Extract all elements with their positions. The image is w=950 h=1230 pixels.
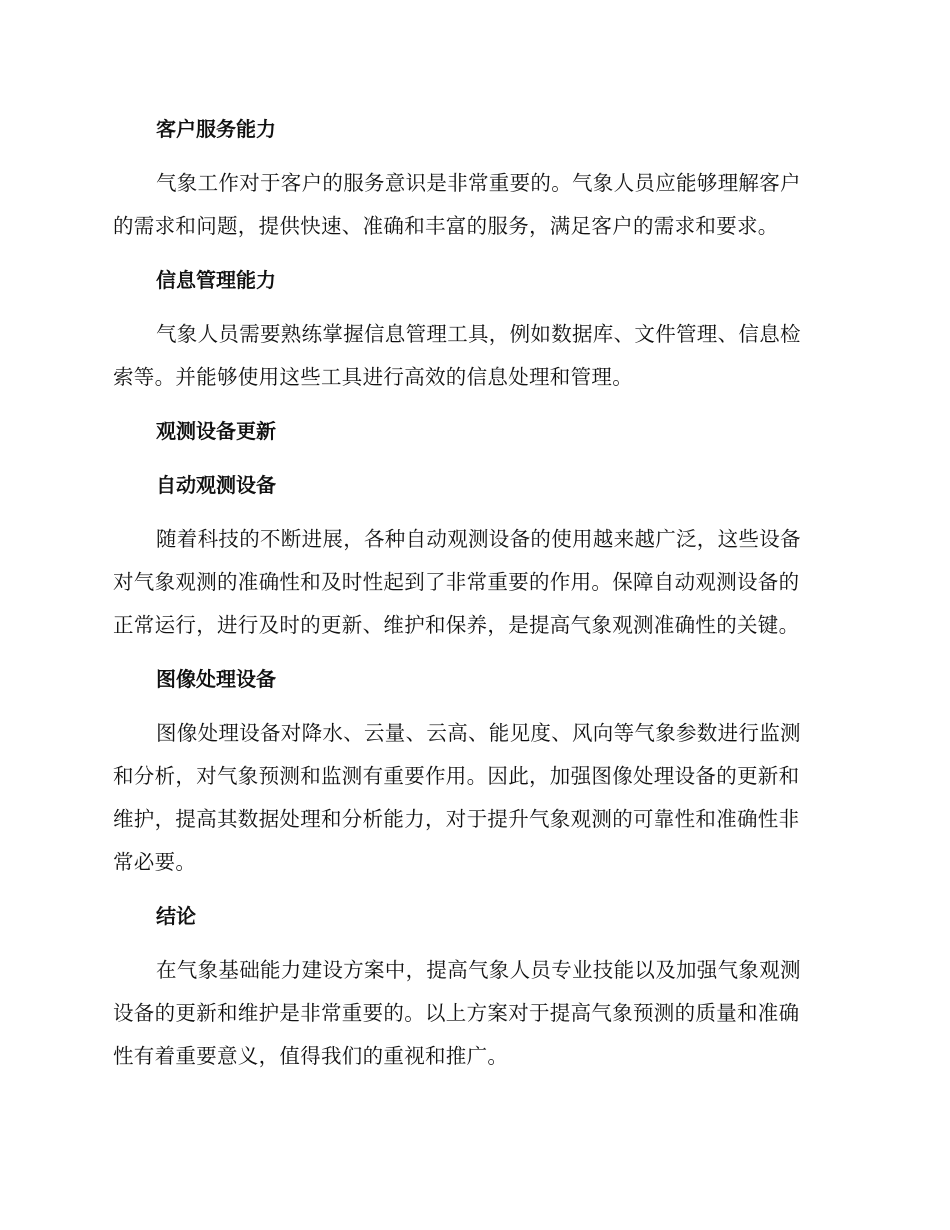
document-body [113,108,833,1089]
paragraph-line: 正常运行，进行及时的更新、维护和保养，是提高气象观测准确性的关键。 [113,613,800,637]
paragraph-line: 维护，提高其数据处理和分析能力，对于提升气象观测的可靠性和准确性非 [113,807,800,831]
paragraph-line: 气象人员需要熟练掌握信息管理工具，例如数据库、文件管理、信息检 [156,322,801,346]
paragraph-line: 随着科技的不断进展，各种自动观测设备的使用越来越广泛，这些设备 [156,527,801,551]
section-heading: 结论 [156,904,196,928]
section-equipment-update [113,410,833,452]
paragraph-line: 索等。并能够使用这些工具进行高效的信息处理和管理。 [113,365,633,389]
paragraph-line: 常必要。 [113,850,197,874]
section-paragraph [113,712,833,884]
paragraph-line: 和分析，对气象预测和监测有重要作用。因此，加强图像处理设备的更新和 [113,764,800,788]
paragraph-line: 对气象观测的准确性和及时性起到了非常重要的作用。保障自动观测设备的 [113,570,800,594]
section-heading: 图像处理设备 [156,667,276,691]
section-heading: 信息管理能力 [156,268,276,292]
paragraph-line: 的需求和问题，提供快速、准确和丰富的服务，满足客户的需求和要求。 [113,214,779,238]
section-heading: 观测设备更新 [156,419,276,443]
section-automatic-equipment [113,464,833,647]
paragraph-line: 性有着重要意义，值得我们的重视和推广。 [113,1044,509,1068]
section-information-management [113,259,833,399]
paragraph-line: 在气象基础能力建设方案中，提高气象人员专业技能以及加强气象观测 [156,958,801,982]
section-conclusion [113,895,833,1078]
section-paragraph [113,162,833,248]
paragraph-line: 图像处理设备对降水、云量、云高、能见度、风向等气象参数进行监测 [156,721,801,745]
paragraph-line: 设备的更新和维护是非常重要的。以上方案对于提高气象预测的质量和准确 [113,1001,800,1025]
section-paragraph [113,949,833,1078]
section-customer-service [113,108,833,248]
section-heading: 客户服务能力 [156,117,276,141]
section-image-processing [113,658,833,884]
section-paragraph [113,518,833,647]
section-paragraph [113,313,833,399]
paragraph-line: 气象工作对于客户的服务意识是非常重要的。气象人员应能够理解客户 [156,171,801,195]
section-heading: 自动观测设备 [156,473,276,497]
